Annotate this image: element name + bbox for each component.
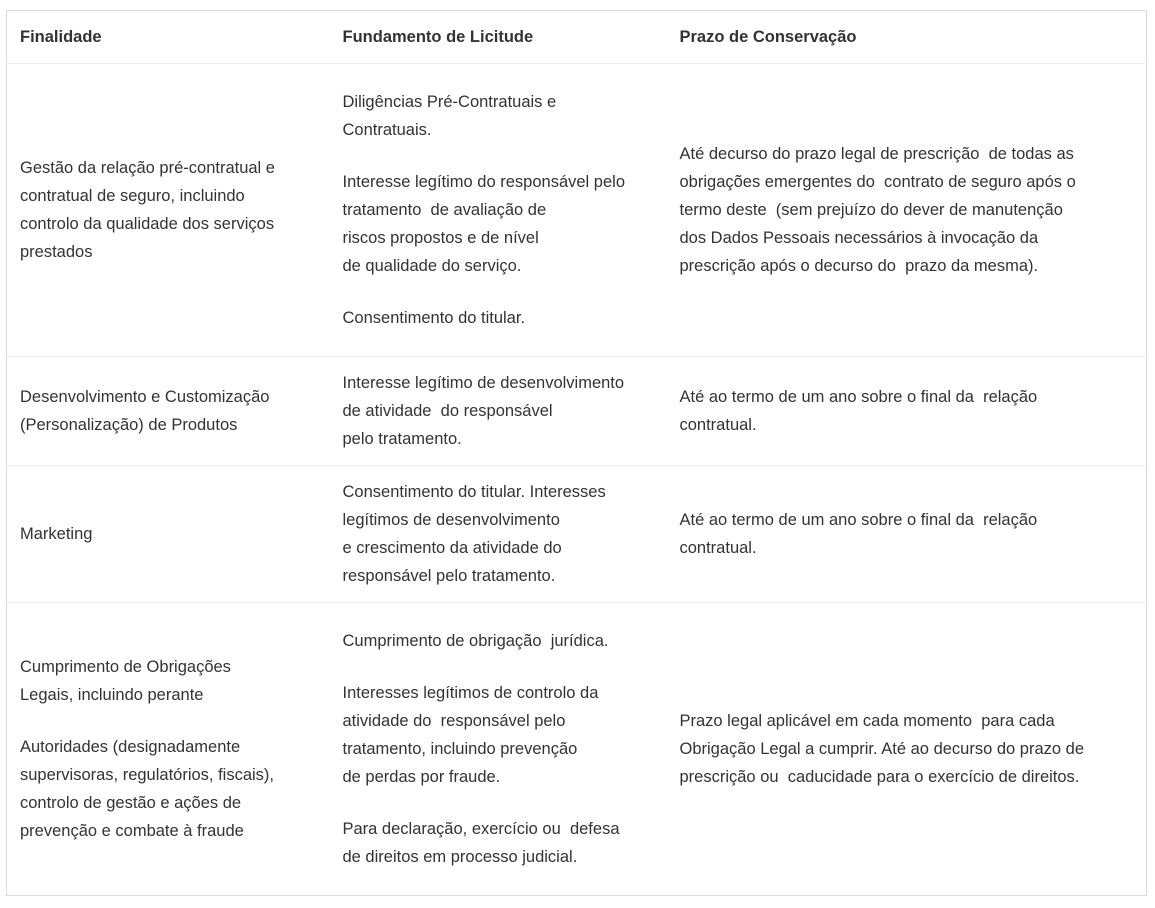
cell-prazo xyxy=(667,466,1147,603)
table-header-row xyxy=(7,11,1147,64)
cell-prazo xyxy=(667,64,1147,357)
cell-paragraph xyxy=(680,140,1135,280)
cell-paragraph xyxy=(20,383,318,439)
cell-paragraph xyxy=(343,369,655,453)
cell-finalidade xyxy=(7,466,330,603)
text-line: controlo da qualidade dos serviços xyxy=(20,215,275,233)
cell-paragraph xyxy=(680,383,1135,439)
table-row xyxy=(7,357,1147,466)
text-line: obrigações emergentes do contrato de seguro após o xyxy=(679,173,1076,191)
table-row xyxy=(7,64,1147,357)
text-line: Prazo legal aplicável em cada momento para cada xyxy=(679,712,1055,730)
text-line: prescrição após o decurso do prazo da mesma). xyxy=(679,257,1039,275)
text-line: pelo tratamento. xyxy=(342,430,462,448)
cell-paragraph xyxy=(20,733,318,845)
text-line: tratamento, incluindo prevenção xyxy=(342,740,578,758)
cell-paragraph xyxy=(343,88,655,144)
cell-fundamento xyxy=(330,603,667,896)
cell-paragraph xyxy=(20,154,318,266)
text-line: Até ao termo de um ano sobre o final da relação xyxy=(679,511,1038,529)
text-line: de direitos em processo judicial. xyxy=(342,848,578,866)
cell-finalidade xyxy=(7,603,330,896)
text-line: Consentimento do titular. Interesses xyxy=(342,483,606,501)
text-line: prevenção e combate à fraude xyxy=(20,822,244,840)
text-line: Cumprimento de Obrigações xyxy=(20,658,231,676)
text-line: contratual. xyxy=(679,416,757,434)
cell-paragraph xyxy=(343,304,655,332)
text-line: Gestão da relação pré-contratual e xyxy=(20,159,275,177)
cell-paragraph xyxy=(343,815,655,871)
text-line: riscos propostos e de nível xyxy=(342,229,539,247)
text-line: termo deste (sem prejuízo do dever de manutenção xyxy=(679,201,1063,219)
text-line: supervisoras, regulatórios, fiscais), xyxy=(20,766,275,784)
text-line: controlo de gestão e ações de xyxy=(20,794,242,812)
text-line: contratual de seguro, incluindo xyxy=(20,187,245,205)
table-row xyxy=(7,603,1147,896)
text-line: Contratuais. xyxy=(342,121,432,139)
text-line: responsável pelo tratamento. xyxy=(342,567,556,585)
cell-fundamento xyxy=(330,466,667,603)
text-line: (Personalização) de Produtos xyxy=(20,416,238,434)
text-line: de perdas por fraude. xyxy=(342,768,501,786)
header-finalidade: Finalidade xyxy=(7,11,330,64)
cell-paragraph xyxy=(343,679,655,791)
text-line: prescrição ou caducidade para o exercício de direitos. xyxy=(679,768,1080,786)
text-line: Desenvolvimento e Customização xyxy=(20,388,270,406)
text-line: Cumprimento de obrigação jurídica. xyxy=(342,632,609,650)
text-line: contratual. xyxy=(679,539,757,557)
cell-paragraph xyxy=(20,653,318,709)
cell-paragraph xyxy=(343,168,655,280)
text-line: Legais, incluindo perante xyxy=(20,686,204,704)
cell-paragraph xyxy=(680,707,1135,791)
header-prazo-de-conservacao: Prazo de Conservação xyxy=(667,11,1147,64)
text-line: Obrigação Legal a cumprir. Até ao decurso do prazo de xyxy=(679,740,1084,758)
cell-paragraph xyxy=(343,627,655,655)
text-line: Até decurso do prazo legal de prescrição de todas as xyxy=(679,145,1074,163)
cell-paragraph xyxy=(343,478,655,590)
data-retention-table xyxy=(6,10,1147,896)
text-line: dos Dados Pessoais necessários à invocação da xyxy=(679,229,1039,247)
text-line: Diligências Pré-Contratuais e xyxy=(342,93,557,111)
header-fundamento-de-licitude: Fundamento de Licitude xyxy=(330,11,667,64)
text-line: de atividade do responsável xyxy=(342,402,553,420)
text-line: Até ao termo de um ano sobre o final da relação xyxy=(679,388,1038,406)
table-row xyxy=(7,466,1147,603)
cell-prazo xyxy=(667,357,1147,466)
text-line: Consentimento do titular. xyxy=(342,309,526,327)
text-line: e crescimento da atividade do xyxy=(342,539,562,557)
text-line: Marketing xyxy=(20,525,93,543)
text-line: Autoridades (designadamente xyxy=(20,738,241,756)
text-line: atividade do responsável pelo xyxy=(342,712,566,730)
text-line: prestados xyxy=(20,243,93,261)
cell-paragraph xyxy=(20,520,318,548)
cell-paragraph xyxy=(680,506,1135,562)
text-line: Interesse legítimo do responsável pelo xyxy=(342,173,625,191)
text-line: Interesse legítimo de desenvolvimento xyxy=(342,374,625,392)
cell-prazo xyxy=(667,603,1147,896)
text-line: Interesses legítimos de controlo da xyxy=(342,684,599,702)
text-line: legítimos de desenvolvimento xyxy=(342,511,560,529)
text-line: de qualidade do serviço. xyxy=(342,257,522,275)
cell-finalidade xyxy=(7,357,330,466)
text-line: Para declaração, exercício ou defesa xyxy=(342,820,620,838)
cell-fundamento xyxy=(330,357,667,466)
text-line: tratamento de avaliação de xyxy=(342,201,547,219)
cell-finalidade xyxy=(7,64,330,357)
cell-fundamento xyxy=(330,64,667,357)
